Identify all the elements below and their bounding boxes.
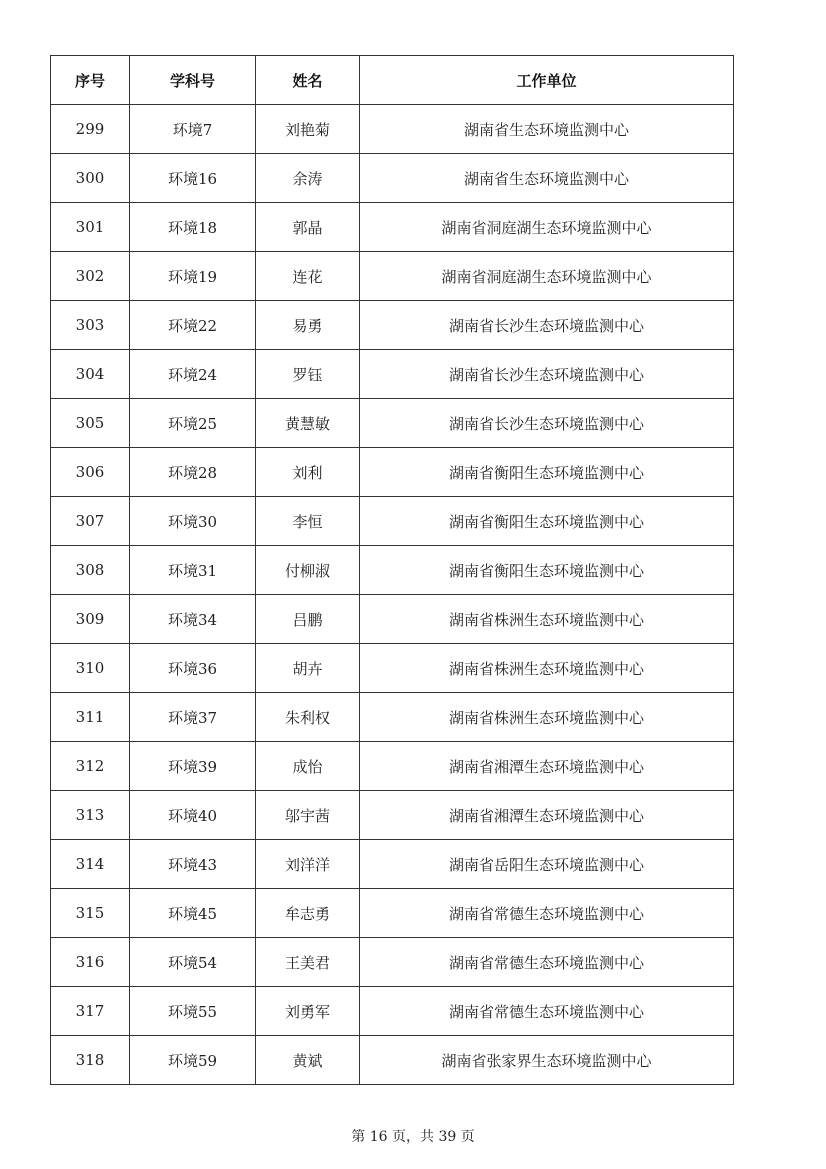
- cell-index: 309: [51, 595, 130, 644]
- cell-workplace: 湖南省长沙生态环境监测中心: [360, 301, 734, 350]
- cell-workplace: 湖南省张家界生态环境监测中心: [360, 1036, 734, 1085]
- table-row: [51, 301, 734, 350]
- table-row: [51, 840, 734, 889]
- header-name: 姓名: [256, 56, 360, 105]
- table-row: [51, 595, 734, 644]
- cell-index: 303: [51, 301, 130, 350]
- cell-index: 300: [51, 154, 130, 203]
- cell-subject-code: 环境25: [130, 399, 256, 448]
- cell-name: 胡卉: [256, 644, 360, 693]
- cell-index: 304: [51, 350, 130, 399]
- cell-subject-code: 环境28: [130, 448, 256, 497]
- table-row: [51, 448, 734, 497]
- cell-subject-code: 环境31: [130, 546, 256, 595]
- table-row: [51, 154, 734, 203]
- cell-subject-code: 环境22: [130, 301, 256, 350]
- cell-name: 朱利权: [256, 693, 360, 742]
- cell-name: 邬宇茜: [256, 791, 360, 840]
- cell-workplace: 湖南省岳阳生态环境监测中心: [360, 840, 734, 889]
- cell-workplace: 湖南省衡阳生态环境监测中心: [360, 497, 734, 546]
- cell-subject-code: 环境36: [130, 644, 256, 693]
- table-row: [51, 1036, 734, 1085]
- page-footer: 第 16 页，共 39 页: [351, 1129, 475, 1145]
- cell-name: 成怡: [256, 742, 360, 791]
- cell-name: 付柳淑: [256, 546, 360, 595]
- table-row: [51, 889, 734, 938]
- cell-workplace: 湖南省衡阳生态环境监测中心: [360, 546, 734, 595]
- roster-table: [50, 55, 734, 1085]
- cell-subject-code: 环境18: [130, 203, 256, 252]
- cell-index: 308: [51, 546, 130, 595]
- cell-workplace: 湖南省生态环境监测中心: [360, 154, 734, 203]
- cell-subject-code: 环境54: [130, 938, 256, 987]
- cell-workplace: 湖南省洞庭湖生态环境监测中心: [360, 252, 734, 301]
- cell-name: 刘勇军: [256, 987, 360, 1036]
- cell-name: 李恒: [256, 497, 360, 546]
- cell-name: 易勇: [256, 301, 360, 350]
- table-row: [51, 203, 734, 252]
- cell-workplace: 湖南省洞庭湖生态环境监测中心: [360, 203, 734, 252]
- header-workplace: 工作单位: [360, 56, 734, 105]
- table-row: [51, 742, 734, 791]
- cell-subject-code: 环境45: [130, 889, 256, 938]
- table-row: [51, 252, 734, 301]
- cell-index: 299: [51, 105, 130, 154]
- cell-workplace: 湖南省湘潭生态环境监测中心: [360, 742, 734, 791]
- table-row: [51, 399, 734, 448]
- cell-subject-code: 环境43: [130, 840, 256, 889]
- cell-workplace: 湖南省衡阳生态环境监测中心: [360, 448, 734, 497]
- cell-workplace: 湖南省生态环境监测中心: [360, 105, 734, 154]
- cell-name: 刘利: [256, 448, 360, 497]
- cell-name: 黄慧敏: [256, 399, 360, 448]
- cell-index: 301: [51, 203, 130, 252]
- cell-index: 318: [51, 1036, 130, 1085]
- cell-subject-code: 环境30: [130, 497, 256, 546]
- cell-workplace: 湖南省长沙生态环境监测中心: [360, 399, 734, 448]
- table-row: [51, 987, 734, 1036]
- table-row: [51, 791, 734, 840]
- cell-index: 305: [51, 399, 130, 448]
- cell-index: 316: [51, 938, 130, 987]
- cell-workplace: 湖南省株洲生态环境监测中心: [360, 693, 734, 742]
- cell-subject-code: 环境34: [130, 595, 256, 644]
- cell-index: 313: [51, 791, 130, 840]
- cell-name: 余涛: [256, 154, 360, 203]
- cell-subject-code: 环境40: [130, 791, 256, 840]
- table-body: [51, 105, 734, 1085]
- cell-name: 王美君: [256, 938, 360, 987]
- cell-subject-code: 环境16: [130, 154, 256, 203]
- cell-name: 牟志勇: [256, 889, 360, 938]
- cell-name: 罗钰: [256, 350, 360, 399]
- table-row: [51, 497, 734, 546]
- cell-subject-code: 环境37: [130, 693, 256, 742]
- cell-workplace: 湖南省株洲生态环境监测中心: [360, 644, 734, 693]
- table-row: [51, 693, 734, 742]
- cell-index: 306: [51, 448, 130, 497]
- cell-workplace: 湖南省长沙生态环境监测中心: [360, 350, 734, 399]
- table-row: [51, 546, 734, 595]
- cell-subject-code: 环境19: [130, 252, 256, 301]
- header-subject-code: 学科号: [130, 56, 256, 105]
- cell-index: 312: [51, 742, 130, 791]
- header-index: 序号: [51, 56, 130, 105]
- table-row: [51, 105, 734, 154]
- header-row: [51, 56, 734, 105]
- table-row: [51, 644, 734, 693]
- cell-name: 吕鹏: [256, 595, 360, 644]
- cell-name: 刘艳菊: [256, 105, 360, 154]
- cell-name: 黄斌: [256, 1036, 360, 1085]
- cell-workplace: 湖南省常德生态环境监测中心: [360, 889, 734, 938]
- cell-workplace: 湖南省常德生态环境监测中心: [360, 938, 734, 987]
- cell-name: 郭晶: [256, 203, 360, 252]
- cell-workplace: 湖南省株洲生态环境监测中心: [360, 595, 734, 644]
- cell-name: 连花: [256, 252, 360, 301]
- cell-subject-code: 环境39: [130, 742, 256, 791]
- cell-subject-code: 环境55: [130, 987, 256, 1036]
- cell-index: 307: [51, 497, 130, 546]
- cell-index: 314: [51, 840, 130, 889]
- table-header: [51, 56, 734, 105]
- cell-index: 311: [51, 693, 130, 742]
- cell-index: 317: [51, 987, 130, 1036]
- cell-index: 315: [51, 889, 130, 938]
- cell-workplace: 湖南省常德生态环境监测中心: [360, 987, 734, 1036]
- cell-subject-code: 环境24: [130, 350, 256, 399]
- cell-index: 310: [51, 644, 130, 693]
- cell-subject-code: 环境7: [130, 105, 256, 154]
- cell-index: 302: [51, 252, 130, 301]
- cell-subject-code: 环境59: [130, 1036, 256, 1085]
- cell-name: 刘洋洋: [256, 840, 360, 889]
- cell-workplace: 湖南省湘潭生态环境监测中心: [360, 791, 734, 840]
- table-row: [51, 938, 734, 987]
- table-row: [51, 350, 734, 399]
